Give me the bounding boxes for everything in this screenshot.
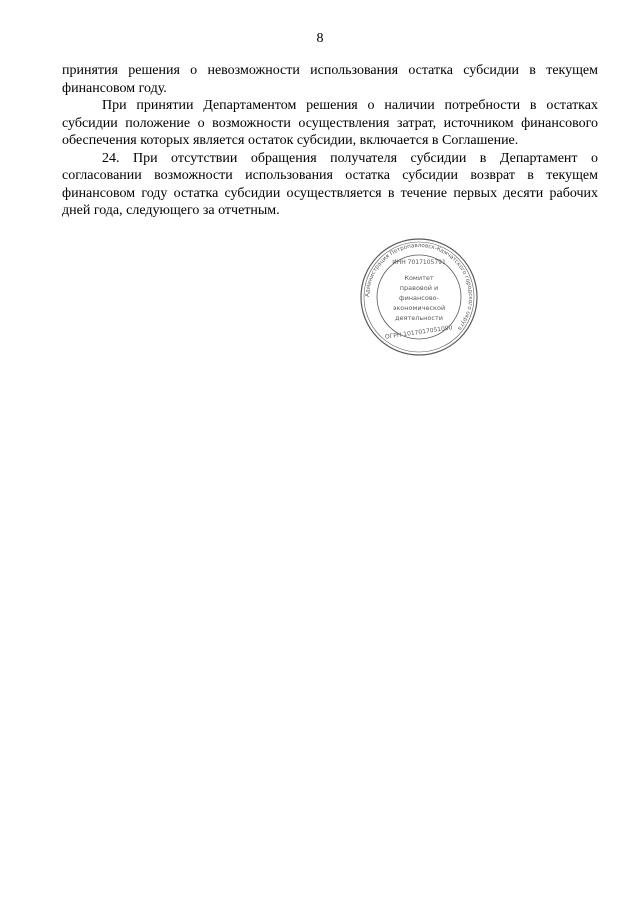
page-number: 8	[316, 31, 324, 46]
paragraph-remainder-decision: При принятии Департаментом решения о наличии потребности в остатках субсидии положение о возможности осуществления затрат, источником финансового обеспечения которых является остаток субсидии, включается в Соглашение.	[62, 98, 598, 148]
paragraph-continuation: принятия решения о невозможности использования остатка субсидии в текущем финансовом году.	[62, 63, 598, 96]
paragraph-item-24: 24. При отсутствии обращения получателя субсидии в Департамент о согласовании возможности использования остатка субсидии возврат в текущем финансовом году остатка субсидии осуществляется в течение первых десяти рабочих дней года, следующего за отчетным.	[62, 150, 598, 218]
seal-ogrn: ОГРН 1017017051090	[384, 324, 453, 341]
seal-line-5: деятельности	[395, 314, 443, 322]
seal-line-1: Комитет	[404, 274, 434, 282]
seal-line-2: правовой и	[399, 284, 439, 292]
document-body	[62, 62, 598, 220]
seal-line-4: экономической	[392, 304, 446, 312]
official-seal	[358, 236, 480, 358]
seal-line-3: финансово-	[399, 294, 439, 302]
seal-inn: ИНН 7017105791	[392, 259, 446, 266]
seal-outer-text: Администрация Петропавловск-Камчатского городского округа	[364, 242, 474, 332]
seal-stamp-icon	[358, 236, 480, 358]
